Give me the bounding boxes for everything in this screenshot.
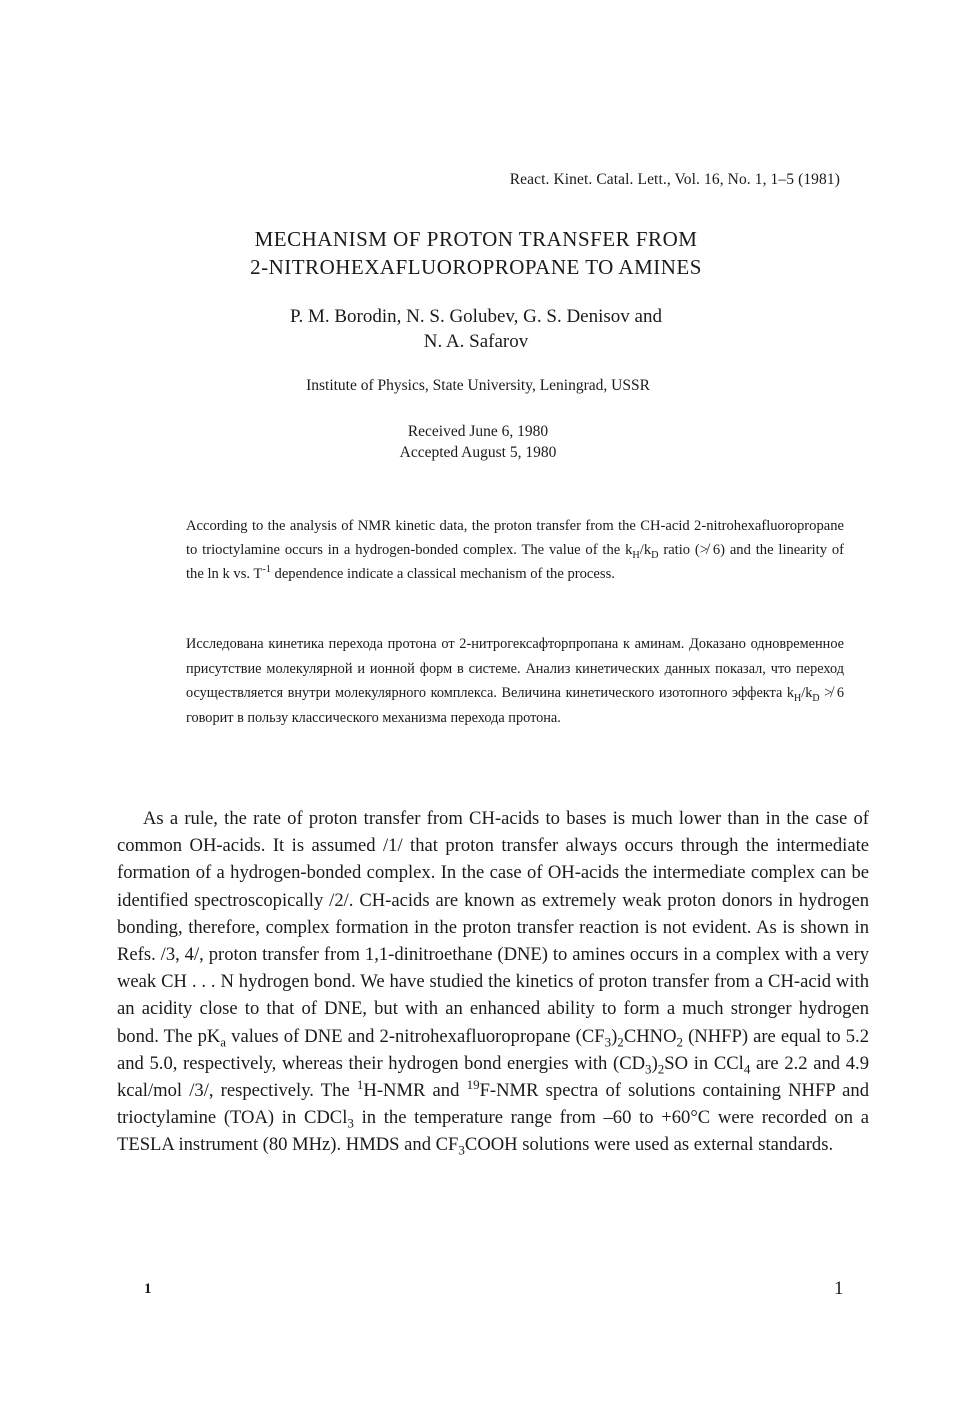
authors-line-2: N. A. Safarov (423, 331, 529, 352)
title-line-1: MECHANISM OF PROTON TRANSFER FROM (254, 227, 698, 251)
received-date: Received June 6, 1980 (407, 423, 549, 440)
title-line-2: 2-NITROHEXAFLUOROPROPANE TO AMINES (250, 255, 702, 279)
abstract-english (186, 514, 844, 586)
abstract-russian-text: Исследована кинетика перехода протона от 2-нитрогексафторпропана к аминам. Доказано одновременное присутствие молекулярной и ионной форм в системе. Анализ кинетических данных показал, что переход осуществляется внутри молекулярного комплекса. Величина кинетического изотопного эффекта $k_H/k_D$ ≯ 6 говорит в пользу классического механизма перехода протона. (186, 636, 844, 726)
affiliation: Institute of Physics, State University, Leningrad, USSR (306, 377, 650, 394)
body-paragraph: As a rule, the rate of proton transfer from CH-acids to bases is much lower than in the case of common OH-acids. It is assumed /1/ that proton transfer always occurs through the intermediate formation of a hydrogen-bonded complex. In the case of OH-acids the intermediate complex can be identified spectroscopically /2/. CH-acids are known as extremely weak proton donors in hydrogen bonding, therefore, complex formation in the proton transfer reaction is not evident. As is shown in Refs. /3, 4/, proton transfer from 1,1-dinitroethane (DNE) to amines occurs in a complex with a very weak CH . . . N hydrogen bond. We have studied the kinetics of proton transfer from a CH-acid with an acidity close to that of DNE, but with an enhanced ability to form a much stronger hydrogen bond. The $pK_a$ values of DNE and 2-nitrohexafluoropropane $(CF_3)_2CHNO_2$ (NHFP) are equal to 5.2 and 5.0, respectively, whereas their hydrogen bond energies with $(CD_3)_2SO$ in CCl$_4$ are 2.2 and 4.9 kcal/mol /3/, respectively. The $^1$H-NMR and $^{19}$F-NMR spectra of solutions containing NHFP and trioctylamine (TOA) in CDCl$_3$ in the temperature range from –60 to +60°C were recorded on a TESLA instrument (80 MHz). HMDS and $CF_3COOH$ solutions were used as external standards. (117, 808, 870, 1159)
abstract-english-text: According to the analysis of NMR kinetic data, the proton transfer from the CH-acid 2-nitrohexafluoropropane to trioctylamine occurs in a hydrogen-bonded complex. The value of the $k_H/k_D$ ratio (≯ 6) and the linearity of the ln k vs. $T^{-1}$ dependence indicate a classical mechanism of the process. (186, 518, 845, 582)
journal-reference: React. Kinet. Catal. Lett., Vol. 16, No. 1, 1–5 (1981) (509, 171, 840, 188)
abstract-russian (186, 632, 844, 730)
footer-page-number-left: 1 (144, 1281, 152, 1297)
article-title (0, 225, 952, 281)
authors-line-1: P. M. Borodin, N. S. Golubev, G. S. Denisov and (290, 306, 662, 327)
footer-page-number-right: 1 (834, 1278, 844, 1299)
dates (0, 421, 956, 463)
accepted-date: Accepted August 5, 1980 (399, 444, 557, 461)
authors (0, 304, 952, 354)
